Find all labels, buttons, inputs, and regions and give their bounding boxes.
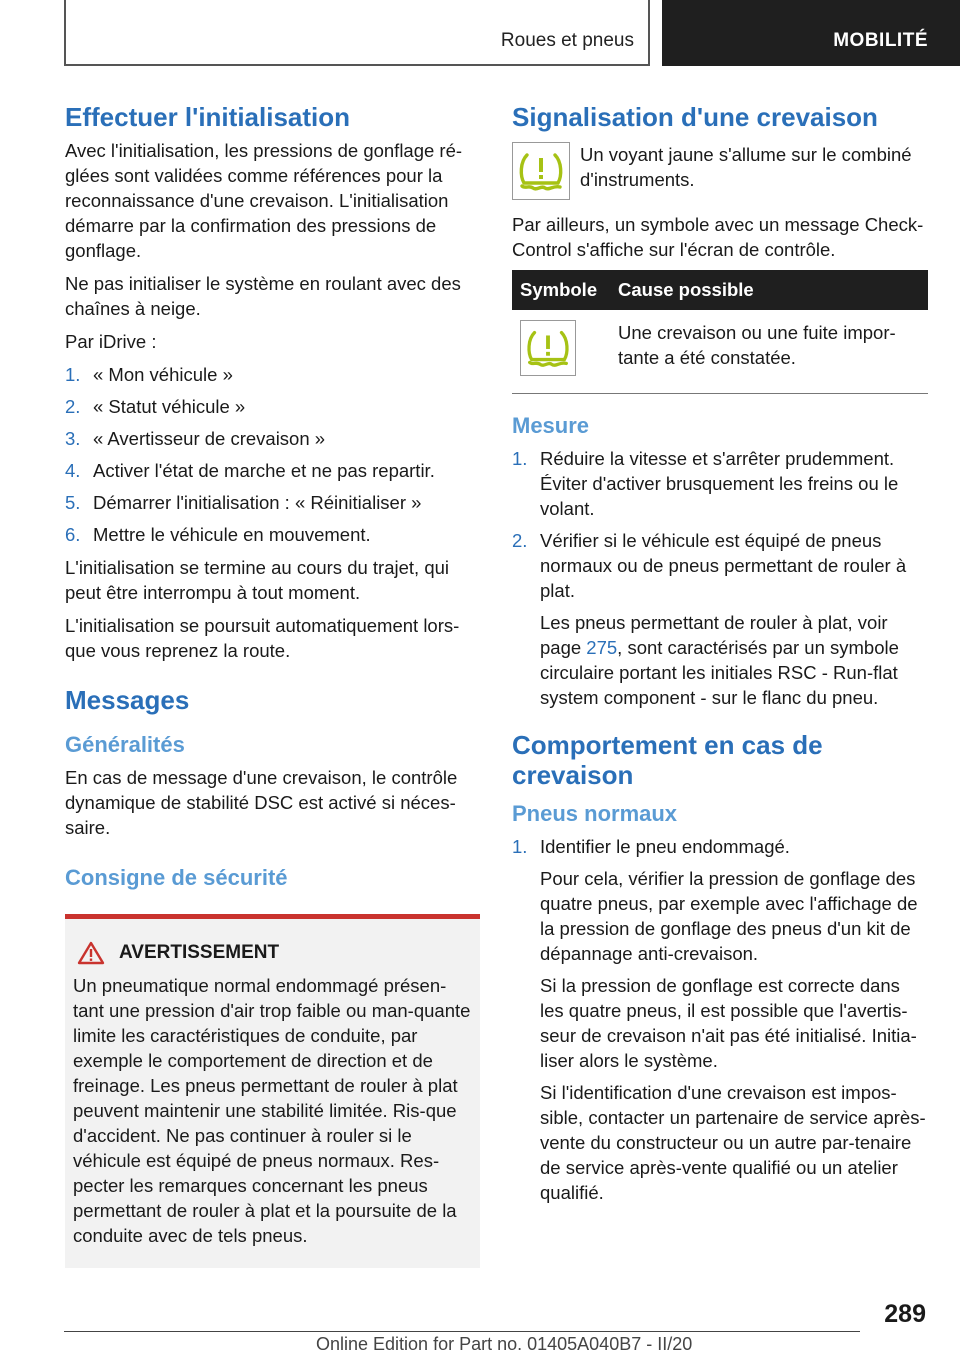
heading-mesure: Mesure — [512, 413, 590, 438]
init-steps-list — [65, 362, 480, 547]
heading-pneus-normaux: Pneus normaux — [512, 801, 678, 826]
runflat-text-after: , sont caractérisés par un symbole circulaire portant les initiales RSC - Run-flat system component - sur le flanc du pneu. — [540, 637, 899, 708]
step-text: « Mon véhicule » — [93, 364, 233, 385]
step-number: 3. — [65, 428, 81, 449]
step-text: Démarrer l'initialisation : « Réinitialiser » — [93, 492, 422, 513]
tire-pressure-warning-icon — [520, 320, 576, 376]
tire-pressure-warning-icon — [512, 142, 570, 200]
step-number: 4. — [65, 460, 81, 481]
paragraph-init-2: Ne pas initialiser le système en roulant avec des chaînes à neige. — [65, 273, 461, 319]
list-item — [512, 446, 928, 521]
right-column — [512, 100, 928, 1213]
step-number: 6. — [65, 524, 81, 545]
indicator-light-paragraph — [512, 142, 928, 200]
warning-text: Un pneumatique normal endommagé présen-tant une pression d'air trop faible ou man-quante limite les caractéristiques de conduite, par exemple le comportement de direction et de freinage. Les pneus permettant de rouler à plat peuvent maintenir une stabilité limitée. Ris-que d'accident. Ne pas continuer à rouler si le véhicule est équipé de pneus normaux. Res-pecter les remarques concernant les pneus permettant de rouler à plat et la poursuite de la conduite avec de tels pneus. — [73, 975, 471, 1246]
step-text: Vérifier si le véhicule est équipé de pneus normaux ou de pneus permettant de rouler à plat. — [540, 530, 907, 601]
warning-title-row — [73, 941, 472, 965]
header-section-title: Roues et pneus — [500, 30, 634, 51]
step-text: « Statut véhicule » — [93, 396, 246, 417]
step-text: Réduire la vitesse et s'arrêter prudemment. Éviter d'activer brusquement les freins ou le volant. — [540, 448, 899, 519]
warning-box — [65, 919, 480, 1268]
list-item — [65, 522, 480, 547]
header-section-frame — [64, 0, 650, 66]
paragraph-init-end-2: L'initialisation se poursuit automatiquement lors-que vous reprenez la route. — [65, 615, 460, 661]
paragraph-generalites: En cas de message d'une crevaison, le contrôle dynamique de stabilité DSC est activé si néces-saire. — [65, 767, 458, 838]
header-chapter-title: MOBILITÉ — [833, 30, 928, 51]
paragraph-init-end-1: L'initialisation se termine au cours du trajet, qui peut être interrompu à tout moment. — [65, 557, 450, 603]
header-chapter-tab — [662, 0, 960, 66]
step-number: 1. — [65, 364, 81, 385]
table-row — [512, 310, 928, 394]
page-number: 289 — [884, 1300, 926, 1328]
warning-title: AVERTISSEMENT — [119, 942, 280, 963]
paragraph-init-1: Avec l'initialisation, les pressions de gonflage ré-glées sont validées comme références pour la reconnaissance d'une crevaison. L'initialisation démarre par la confirmation des pressions de gonflage. — [65, 140, 463, 261]
list-item — [512, 528, 928, 710]
paragraph-pneus-sub-3: Si l'identification d'une crevaison est impos-sible, contacter un partenaire de service après-vente du constructeur ou un autre par-tenaire de service après-vente qualifié ou un atelier qualifié. — [540, 1082, 926, 1203]
step-number: 1. — [512, 836, 528, 857]
step-text: « Avertisseur de crevaison » — [93, 428, 326, 449]
list-item — [65, 426, 480, 451]
table-header-symbol: Symbole — [512, 270, 610, 310]
step-text: Activer l'état de marche et ne pas repartir. — [93, 460, 435, 481]
heading-messages: Messages — [65, 685, 190, 715]
table-header-cause: Cause possible — [610, 270, 928, 310]
step-number: 1. — [512, 448, 528, 469]
paragraph-indicator-light: Un voyant jaune s'allume sur le combiné d'instruments. — [580, 144, 912, 190]
table-header-row — [512, 270, 928, 310]
pneus-steps-list — [512, 834, 928, 1205]
paragraph-pneus-sub-2: Si la pression de gonflage est correcte dans les quatre pneus, il est possible que l'avertis-seur de crevaison n'ait pas été initialisé. Initia-liser alors le système. — [540, 975, 917, 1071]
page-reference-link[interactable]: 275 — [586, 637, 618, 658]
list-item — [65, 490, 480, 515]
heading-comportement: Comportement en cas de crevaison — [512, 730, 823, 790]
list-item — [65, 362, 480, 387]
symbol-table — [512, 270, 928, 394]
step-number: 2. — [512, 530, 528, 551]
paragraph-check-control: Par ailleurs, un symbole avec un message Check-Control s'affiche sur l'écran de contrôle. — [512, 214, 924, 260]
paragraph-pneus-sub-1: Pour cela, vérifier la pression de gonflage des quatre pneus, par exemple avec l'affichage de la pression de gonflage des pneus d'un kit de dépannage anti-crevaison. — [540, 868, 918, 964]
warning-triangle-icon — [77, 941, 105, 965]
paragraph-idrive: Par iDrive : — [65, 331, 157, 352]
list-item — [65, 458, 480, 483]
footer-rule — [64, 1331, 860, 1332]
table-cell-cause: Une crevaison ou une fuite impor-tante a été constatée. — [610, 310, 928, 394]
runflat-text-before: Les pneus permettant de rouler à plat, voir page — [540, 612, 888, 658]
step-text: Identifier le pneu endommagé. — [540, 836, 790, 857]
step-number: 5. — [65, 492, 81, 513]
heading-signalisation: Signalisation d'une crevaison — [512, 102, 878, 132]
footer-edition-text: Online Edition for Part no. 01405A040B7 - II/20 — [316, 1334, 693, 1354]
left-column — [65, 100, 480, 1268]
table-cell-symbol — [512, 310, 610, 394]
step-text: Mettre le véhicule en mouvement. — [93, 524, 371, 545]
list-item — [512, 834, 928, 1205]
list-item — [65, 394, 480, 419]
paragraph-runflat-info — [540, 610, 928, 710]
step-number: 2. — [65, 396, 81, 417]
heading-consigne-securite: Consigne de sécurité — [65, 865, 288, 890]
heading-initialisation: Effectuer l'initialisation — [65, 102, 351, 132]
mesure-steps-list — [512, 446, 928, 710]
heading-generalites: Généralités — [65, 732, 185, 757]
